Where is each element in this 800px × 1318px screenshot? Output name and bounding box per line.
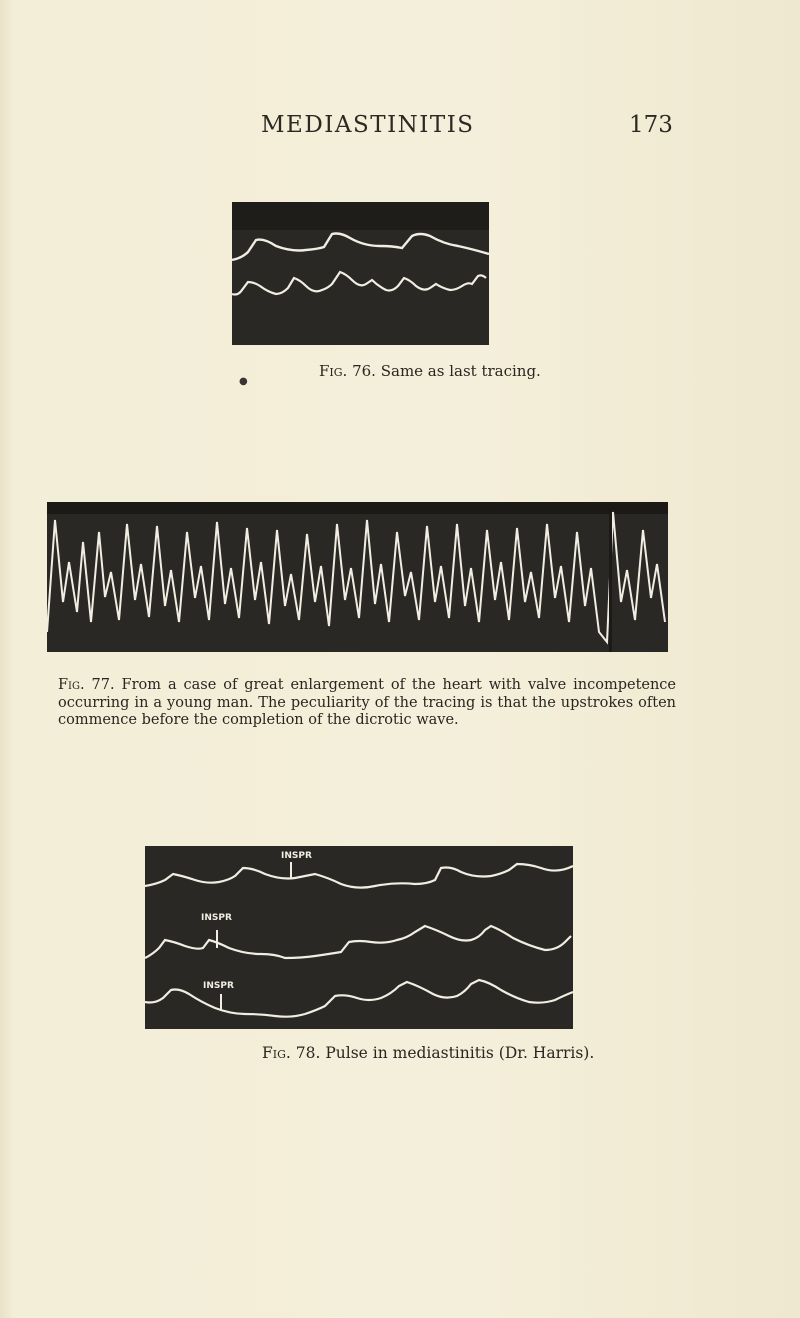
running-title: MEDIASTINITIS xyxy=(261,112,475,138)
figure-76-caption-text: Same as last tracing. xyxy=(380,362,541,380)
figure-78-pulse-tracing xyxy=(145,846,573,1029)
figure-78-caption xyxy=(262,1044,594,1063)
figure-78-caption-text: Pulse in mediastinitis (Dr. Harris). xyxy=(325,1044,595,1062)
figure-77-caption xyxy=(58,677,676,730)
figure-78-label: Fig. 78. xyxy=(262,1044,321,1062)
running-head xyxy=(0,112,800,142)
fig78-inspr-label-1: INSPR xyxy=(281,851,312,861)
figure-76-label: Fig. 76. xyxy=(319,362,376,380)
page-number: 173 xyxy=(629,112,673,138)
figure-77-label: Fig. 77. xyxy=(58,677,115,693)
figure-76-caption xyxy=(319,362,541,381)
stray-mark: ● xyxy=(239,376,248,387)
fig78-inspr-label-3: INSPR xyxy=(203,981,234,991)
figure-76-pulse-tracing xyxy=(232,202,489,345)
figure-77-caption-text: From a case of great enlargement of the heart with valve incompetence occurring in a young man. The peculiarity of the tracing is that the upstrokes often commence before the completion of the dicrotic wave. xyxy=(58,677,677,728)
figure-77-pulse-tracing xyxy=(47,502,668,652)
fig78-inspr-label-2: INSPR xyxy=(201,913,232,923)
